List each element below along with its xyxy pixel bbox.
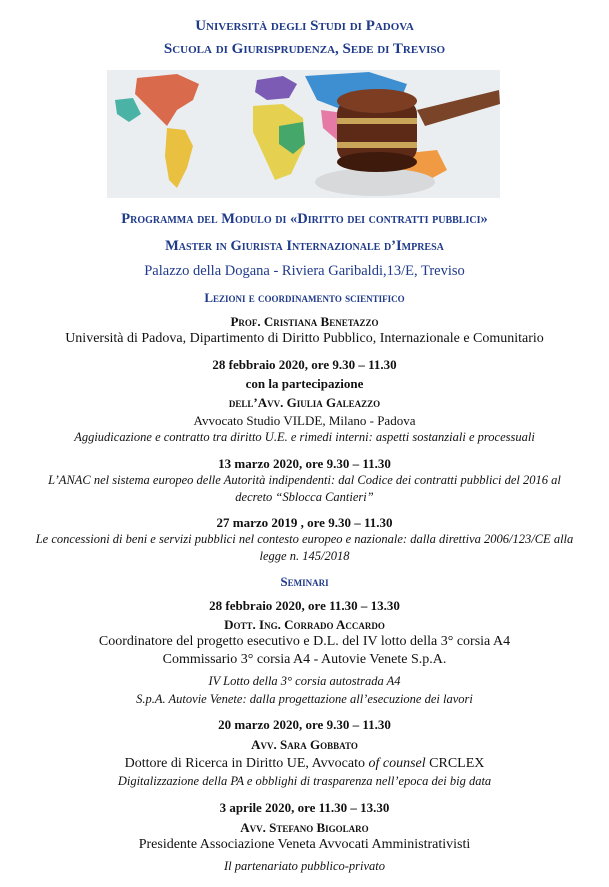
seminar-speaker: Avv. Stefano Bigolaro: [240, 820, 369, 835]
venue: Palazzo della Dogana - Riviera Garibaldi,13/E, Treviso: [144, 263, 465, 279]
seminar-role-text: Dottore di Ricerca in Diritto UE, Avvocato: [124, 756, 369, 771]
lesson-date: 13 marzo 2020, ore 9.30 – 11.30: [218, 456, 391, 471]
seminar-date: 20 marzo 2020, ore 9.30 – 11.30: [218, 717, 391, 732]
seminar-speaker: Avv. Sara Gobbato: [251, 737, 358, 752]
seminar-role-text: CRCLEX: [425, 756, 485, 771]
section-lessons: Lezioni e coordinamento scientifico: [204, 290, 405, 305]
program-title: Programma del Modulo di «Diritto dei contratti pubblici»: [121, 211, 488, 227]
seminar-topic: S.p.A. Autovie Venete: dalla progettazione all’esecuzione dei lavori: [136, 692, 473, 706]
seminar-role: Commissario 3° corsia A4 - Autovie Venete S.p.A.: [162, 652, 447, 667]
seminar-role: Coordinatore del progetto esecutivo e D.L. del IV lotto della 3° corsia A4: [98, 634, 511, 649]
seminar-topic: Digitalizzazione della PA e obblighi di trasparenza nell’epoca dei big data: [117, 774, 492, 788]
lesson-topic: decreto “Sblocca Cantieri”: [235, 490, 374, 504]
school-name: Scuola di Giurisprudenza, Sede di Treviso: [163, 41, 446, 57]
coordinator-affiliation: Università di Padova, Dipartimento di Diritto Pubblico, Internazionale e Comunitario: [65, 331, 544, 346]
lesson-date: 27 marzo 2019 , ore 9.30 – 11.30: [216, 515, 393, 530]
seminar-speaker: Dott. Ing. Corrado Accardo: [224, 617, 385, 632]
lesson-topic: Aggiudicazione e contratto tra diritto U.E. e rimedi interni: aspetti sostanziali e processuali: [74, 430, 535, 444]
coordinator-name: Prof. Cristiana Benetazzo: [230, 314, 379, 329]
university-name: Università degli Studi di Padova: [195, 18, 414, 34]
lesson-guest: dell’Avv. Giulia Galeazzo: [228, 395, 381, 410]
lesson-topic: L’ANAC nel sistema europeo delle Autorità indipendenti: dal Codice dei contratti pubblici del 2016 al: [48, 473, 561, 487]
lesson-date: 28 febbraio 2020, ore 9.30 – 11.30: [212, 357, 397, 372]
lesson-guest-role: Avvocato Studio VILDE, Milano - Padova: [193, 413, 416, 428]
world-map-gavel-illustration: [107, 70, 500, 198]
lesson-topic: legge n. 145/2018: [259, 549, 350, 563]
seminar-role: Presidente Associazione Veneta Avvocati Amministrativisti: [138, 837, 471, 852]
seminar-topic: IV Lotto della 3° corsia autostrada A4: [208, 674, 401, 688]
section-seminars: Seminari: [280, 574, 329, 589]
master-title: Master in Giurista Internazionale d’Impresa: [165, 238, 444, 254]
seminar-topic: Il partenariato pubblico-privato: [223, 859, 386, 873]
lesson-participation: con la partecipazione: [245, 376, 364, 391]
header-image: [107, 70, 500, 198]
seminar-role-italic: of counsel: [368, 756, 426, 771]
seminar-date: 28 febbraio 2020, ore 11.30 – 13.30: [209, 598, 400, 613]
lesson-topic: Le concessioni di beni e servizi pubblici nel contesto europeo e nazionale: dalla direttiva 2006/123/CE alla: [35, 532, 574, 546]
seminar-role: [0, 756, 609, 772]
seminar-date: 3 aprile 2020, ore 11.30 – 13.30: [219, 800, 390, 815]
